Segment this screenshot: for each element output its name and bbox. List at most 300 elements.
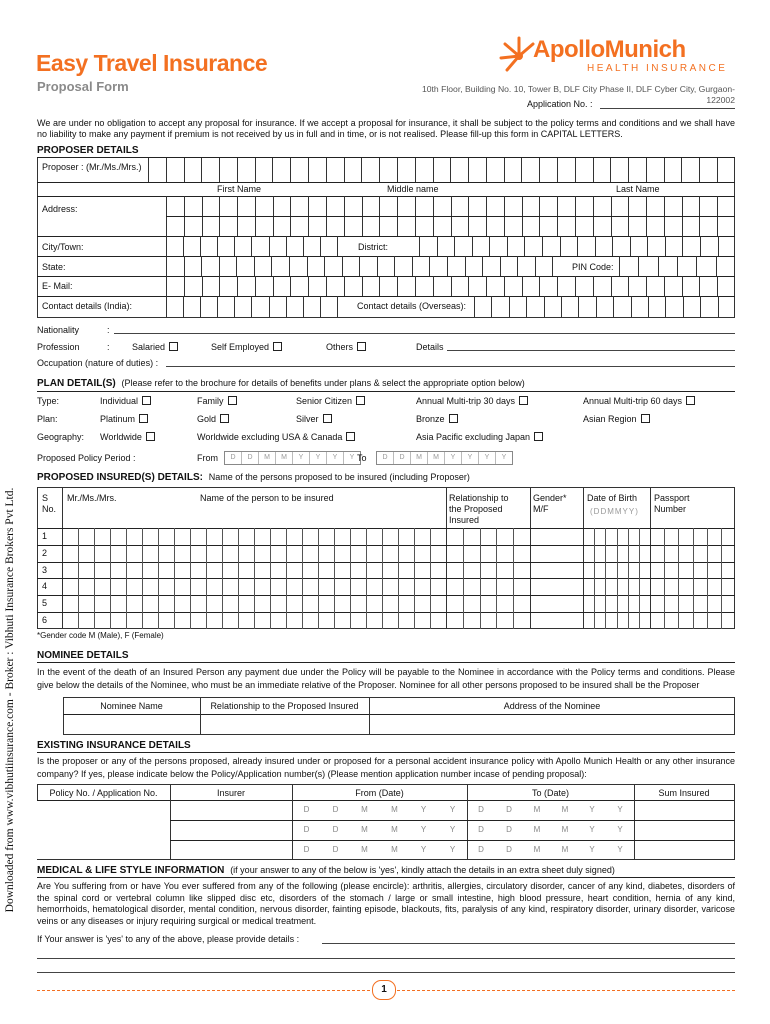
char-box[interactable] [237,276,255,296]
platinum-checkbox[interactable] [139,414,148,423]
worldwide-ex-checkbox[interactable] [346,432,355,441]
existing-date-placeholder[interactable]: Y [420,845,427,854]
state-label: State: [42,262,66,272]
existing-date-placeholder[interactable]: M [361,805,368,814]
salaried-checkbox[interactable] [169,342,178,351]
from-date-digit-box[interactable]: M [259,452,276,464]
char-box[interactable] [397,158,415,182]
char-box[interactable] [665,296,682,318]
char-box[interactable] [184,158,202,182]
char-box[interactable] [700,296,717,318]
individual-checkbox[interactable] [142,396,151,405]
char-box[interactable] [491,296,508,318]
annual60-option[interactable] [583,396,695,407]
char-box[interactable] [166,158,184,182]
existing-policy-field[interactable] [37,800,170,820]
char-box[interactable] [718,296,735,318]
char-box[interactable] [560,236,578,256]
to-date-digit-box[interactable]: D [394,452,411,464]
asian-checkbox[interactable] [641,414,650,423]
char-box[interactable] [219,276,237,296]
proposer-heading: PROPOSER DETAILS [37,145,139,156]
char-box[interactable] [236,256,254,276]
char-box[interactable] [664,276,682,296]
existing-date-placeholder[interactable]: Y [617,845,623,854]
existing-date-placeholder[interactable]: D [506,805,512,814]
char-box[interactable] [217,236,234,256]
char-box[interactable] [486,158,504,182]
char-box[interactable] [717,158,735,182]
to-date-digit-box[interactable]: M [411,452,428,464]
char-box[interactable] [504,276,522,296]
logo-wordmark: ApolloMunich [533,36,686,63]
existing-date-placeholder[interactable]: Y [617,825,623,834]
char-box[interactable] [700,236,718,256]
proposer-title-label: Proposer : (Mr./Ms./Mrs.) [42,162,142,172]
char-box[interactable] [718,236,736,256]
char-box[interactable] [696,256,715,276]
char-box[interactable] [286,236,303,256]
from-date-digit-box[interactable]: Y [327,452,344,464]
silver-checkbox[interactable] [323,414,332,423]
existing-date-placeholder[interactable]: D [506,825,512,834]
existing-date-placeholder[interactable]: D [332,805,339,814]
application-no-field[interactable] [600,108,735,109]
char-box[interactable] [269,296,286,318]
asia-pacific-checkbox[interactable] [534,432,543,441]
col-name: Name of the person to be insured [200,493,334,503]
to-label: To [357,453,367,463]
char-box[interactable] [509,296,526,318]
char-box[interactable] [166,276,184,296]
existing-date-placeholder[interactable]: D [303,845,310,854]
others-label: Others [326,342,354,352]
to-date-digit-box[interactable]: Y [479,452,496,464]
char-box[interactable] [557,158,575,182]
char-box[interactable] [429,256,447,276]
worldwide-label: Worldwide [100,432,142,442]
col-dob-format: (DDMMYY) [590,507,639,516]
char-box[interactable] [682,236,700,256]
char-box[interactable] [379,158,397,182]
char-box[interactable] [677,256,696,276]
char-box[interactable] [664,158,682,182]
char-box[interactable] [271,256,289,276]
existing-date-placeholder[interactable]: M [533,825,541,834]
gold-checkbox[interactable] [220,414,229,423]
char-box[interactable] [610,158,628,182]
from-date-digit-box[interactable]: Y [349,454,355,461]
plan-heading-note: (Please refer to the brochure for details of benefits under plans & select the appropriate option below) [121,378,525,388]
company-address: 10th Floor, Building No. 10, Tower B, DLF City Phase II, DLF Cyber City, Gurgaon-122002 [421,84,735,105]
char-box[interactable] [272,158,290,182]
existing-date-placeholder[interactable]: M [391,825,398,834]
char-box[interactable] [337,296,354,318]
family-checkbox[interactable] [228,396,237,405]
existing-policy-field[interactable] [37,840,170,860]
sidebar-text: Downloaded from www.vibhutiinsurance.com - Broker : Vibhuti Insurance Brokers Pvt Ltd. [4,487,16,913]
annual30-option[interactable] [416,396,528,407]
char-box[interactable] [361,158,379,182]
char-box[interactable] [324,256,342,276]
family-option[interactable] [197,396,237,407]
char-box[interactable] [166,256,184,276]
to-date-digit-box[interactable]: D [377,452,394,464]
char-box[interactable] [237,158,255,182]
bronze-option[interactable] [416,414,458,425]
contact-overseas-label: Contact details (Overseas): [357,301,467,311]
char-box[interactable] [638,256,657,276]
char-box[interactable] [717,276,735,296]
nominee-col-addr: Address of the Nominee [503,701,601,711]
char-box[interactable] [578,296,595,318]
char-box[interactable] [166,236,183,256]
existing-date-placeholder[interactable]: Y [589,845,595,854]
existing-date-placeholder[interactable]: D [332,845,339,854]
char-box[interactable] [454,236,472,256]
medical-heading: MEDICAL & LIFE STYLE INFORMATION [37,865,225,876]
char-box[interactable] [648,296,665,318]
char-box[interactable] [593,158,611,182]
existing-date-placeholder[interactable]: D [506,845,512,854]
existing-date-placeholder[interactable]: Y [420,805,427,814]
char-box[interactable] [682,276,700,296]
existing-date-placeholder[interactable]: M [533,845,541,854]
char-box[interactable] [412,256,430,276]
profession-colon: : [107,342,110,352]
existing-col-insurer: Insurer [216,788,245,798]
from-date-digit-box[interactable]: M [276,452,293,464]
char-box[interactable] [200,236,217,256]
col-title: Mr./Ms./Mrs. [67,493,117,503]
medical-details-line-2[interactable] [37,958,735,959]
to-date-boxes[interactable] [376,451,513,465]
individual-option[interactable] [100,396,151,407]
state-boxes[interactable] [166,256,570,276]
nominee-name-field[interactable] [64,715,199,734]
existing-date-placeholder[interactable]: M [561,845,569,854]
nominee-text: In the event of the death of an Insured Person any payment due under the Policy will be payable to the Nominee in accordance with the Policy terms and conditions. Please give below the details of the Nominee, who must be an immediate relative of the Proposer. Nominee for all other persons proposed to be insured shall be the Proposer [37,667,735,690]
existing-policy-field[interactable] [37,820,170,840]
proposer-name-boxes[interactable] [148,158,735,182]
char-box[interactable] [201,158,219,182]
char-box[interactable] [575,158,593,182]
senior-checkbox[interactable] [356,396,365,405]
char-box[interactable] [326,158,344,182]
existing-date-placeholder[interactable]: D [478,845,484,854]
existing-date-placeholder[interactable]: M [561,805,569,814]
char-box[interactable] [344,276,362,296]
char-box[interactable] [377,256,395,276]
char-box[interactable] [362,276,380,296]
char-box[interactable] [308,276,326,296]
existing-date-placeholder[interactable]: Y [589,805,595,814]
char-box[interactable] [716,256,735,276]
char-box[interactable] [359,256,377,276]
char-box[interactable] [308,158,326,182]
gold-option[interactable] [197,414,229,425]
char-box[interactable] [507,236,525,256]
senior-label: Senior Citizen [296,396,353,406]
char-box[interactable] [433,158,451,182]
char-box[interactable] [526,296,543,318]
from-date-digit-box[interactable]: D [242,452,259,464]
char-box[interactable] [342,256,360,276]
existing-date-placeholder[interactable]: D [303,825,310,834]
char-box[interactable] [219,256,237,276]
bronze-label: Bronze [416,414,445,424]
char-box[interactable] [658,256,677,276]
salaried-option[interactable] [132,342,178,353]
char-box[interactable] [219,158,237,182]
details-field[interactable] [447,350,735,351]
asian-option[interactable] [583,414,650,425]
char-box[interactable] [665,236,683,256]
char-box[interactable] [234,236,251,256]
char-box[interactable] [326,276,344,296]
annual30-checkbox[interactable] [519,396,528,405]
char-box[interactable] [255,158,273,182]
char-box[interactable] [394,256,412,276]
char-box[interactable] [251,236,268,256]
char-box[interactable] [489,236,507,256]
char-box[interactable] [575,276,593,296]
char-box[interactable] [542,236,560,256]
char-box[interactable] [628,276,646,296]
char-box[interactable] [593,276,611,296]
existing-date-placeholder[interactable]: M [533,805,541,814]
char-box[interactable] [200,296,217,318]
medical-details-line-1[interactable] [322,943,735,944]
contact-india-label: Contact details (India): [42,301,133,311]
char-box[interactable] [613,296,630,318]
existing-date-placeholder[interactable]: Y [449,845,456,854]
char-box[interactable] [535,256,553,276]
char-box[interactable] [486,276,504,296]
silver-option[interactable] [296,414,332,425]
city-boxes[interactable] [166,236,354,256]
col-dob: Date of Birth [587,493,638,503]
sidebar-download-notice [4,420,16,980]
char-box[interactable] [201,256,219,276]
contact-overseas-boxes[interactable] [474,296,735,318]
annual30-label: Annual Multi-trip 30 days [416,396,516,406]
to-date-digit-box[interactable]: Y [462,452,479,464]
char-box[interactable] [419,236,437,256]
existing-date-placeholder[interactable]: Y [449,825,456,834]
form-subtitle: Proposal Form [37,79,129,94]
medical-text: Are You suffering from or have You ever suffered from any of the following (please encircle): arthritis, allergies, circulatory disorder, cancer of any kind, diabetes, disorders of the spinal cord or vertebral column like slipped disc etc, disorders of the stomach / large or small intestine, high blood pressure, heart condition, hernia of any kind, hemorrhoids, hematological disorder, mental condition, nervous disorder, fainting episode, blackouts, fits, paralysis of any kind, respiratory disorder, urinary disorder, varicose veins or any diseases or injury requiring surgical or medical treatment. [37,881,735,926]
char-box[interactable] [320,296,337,318]
char-box[interactable] [557,276,575,296]
char-box[interactable] [539,276,557,296]
contact-india-boxes[interactable] [166,296,354,318]
nominee-addr-field[interactable] [370,715,734,734]
worldwide-checkbox[interactable] [146,432,155,441]
char-box[interactable] [619,256,638,276]
char-box[interactable] [465,256,483,276]
char-box[interactable] [482,256,500,276]
char-box[interactable] [474,296,491,318]
char-box[interactable] [337,236,354,256]
email-boxes[interactable] [166,276,735,296]
char-box[interactable] [611,276,629,296]
existing-date-placeholder[interactable]: M [561,825,569,834]
self-employed-checkbox[interactable] [273,342,282,351]
nominee-rel-field[interactable] [201,715,368,734]
char-box[interactable] [290,276,308,296]
medical-answer-label: If Your answer is 'yes' to any of the above, please provide details : [37,934,300,944]
insured-heading-note: Name of the persons proposed to be insured (including Proposer) [208,472,470,482]
existing-col-policy: Policy No. / Application No. [49,788,158,798]
existing-date-placeholder[interactable]: D [478,825,484,834]
existing-date-placeholder[interactable]: D [332,825,339,834]
char-box[interactable] [379,276,397,296]
char-box[interactable] [472,236,490,256]
existing-date-placeholder[interactable]: M [361,845,368,854]
char-box[interactable] [273,276,291,296]
char-box[interactable] [254,256,272,276]
char-box[interactable] [524,236,542,256]
insured-row-number: 4 [42,581,48,591]
char-box[interactable] [202,276,220,296]
existing-date-placeholder[interactable]: M [361,825,368,834]
existing-date-placeholder[interactable]: Y [449,805,456,814]
char-box[interactable] [699,276,717,296]
gold-label: Gold [197,414,217,424]
char-box[interactable] [286,296,303,318]
annual60-checkbox[interactable] [686,396,695,405]
char-box[interactable] [251,296,268,318]
to-date-digit-box[interactable]: Y [445,452,462,464]
from-date-digit-box[interactable]: D [225,452,242,464]
char-box[interactable] [303,236,320,256]
silver-label: Silver [296,414,319,424]
char-box[interactable] [433,276,451,296]
existing-date-placeholder[interactable]: Y [420,825,427,834]
char-box[interactable] [468,276,486,296]
platinum-label: Platinum [100,414,136,424]
district-label: District: [358,242,388,252]
medical-details-line-3[interactable] [37,972,735,973]
district-boxes[interactable] [419,236,735,256]
pin-boxes[interactable] [619,256,735,276]
char-box[interactable] [647,236,665,256]
worldwide-option[interactable] [100,432,155,443]
char-box[interactable] [397,276,415,296]
existing-date-placeholder[interactable]: M [391,805,398,814]
char-box[interactable] [289,256,307,276]
nationality-field[interactable] [114,333,735,334]
char-box[interactable] [184,276,202,296]
char-box[interactable] [415,276,433,296]
char-box[interactable] [612,236,630,256]
char-box[interactable] [628,158,646,182]
senior-option[interactable] [296,396,365,407]
existing-date-placeholder[interactable]: Y [589,825,595,834]
address-label: Address: [42,204,78,214]
char-box[interactable] [544,296,561,318]
insured-row-number: 3 [42,565,48,575]
char-box[interactable] [504,158,522,182]
char-box[interactable] [561,296,578,318]
self-employed-option[interactable] [211,342,282,353]
insured-row-number: 1 [42,531,48,541]
char-box[interactable] [631,296,648,318]
char-box[interactable] [320,236,337,256]
char-box[interactable] [184,256,202,276]
char-box[interactable] [255,276,273,296]
char-box[interactable] [183,296,200,318]
existing-date-placeholder[interactable]: D [303,805,310,814]
occupation-label: Occupation (nature of duties) : [37,358,159,368]
char-box[interactable] [303,296,320,318]
existing-date-placeholder[interactable]: D [478,805,484,814]
char-box[interactable] [183,236,200,256]
char-box[interactable] [166,296,183,318]
char-box[interactable] [234,296,251,318]
medical-heading-note: (if your answer to any of the below is 'yes', kindly attach the details in an extra sheet duly signed) [230,865,615,875]
existing-date-placeholder[interactable]: M [391,845,398,854]
char-box[interactable] [468,158,486,182]
to-date-digit-box[interactable]: Y [501,454,507,461]
plan-heading-row [37,378,525,390]
others-checkbox[interactable] [357,342,366,351]
char-box[interactable] [148,158,166,182]
char-box[interactable] [437,236,455,256]
char-box[interactable] [517,256,535,276]
from-date-digit-box[interactable]: Y [310,452,327,464]
form-title: Easy Travel Insurance [36,50,268,76]
char-box[interactable] [646,158,664,182]
char-box[interactable] [447,256,465,276]
char-box[interactable] [307,256,325,276]
char-box[interactable] [415,158,433,182]
char-box[interactable] [344,158,362,182]
to-date-digit-box[interactable]: M [428,452,445,464]
char-box[interactable] [290,158,308,182]
occupation-field[interactable] [166,366,735,367]
char-box[interactable] [522,276,540,296]
char-box[interactable] [450,158,468,182]
char-box[interactable] [217,296,234,318]
char-box[interactable] [646,276,664,296]
char-box[interactable] [596,296,613,318]
char-box[interactable] [269,236,286,256]
char-box[interactable] [552,256,570,276]
platinum-option[interactable] [100,414,148,425]
insured-heading-row [37,472,470,484]
from-date-boxes[interactable] [224,451,361,465]
char-box[interactable] [451,276,469,296]
worldwide-ex-option[interactable] [197,432,355,443]
char-box[interactable] [595,236,613,256]
others-option[interactable] [326,342,366,353]
char-box[interactable] [681,158,699,182]
char-box[interactable] [500,256,518,276]
char-box[interactable] [699,158,717,182]
existing-date-placeholder[interactable]: Y [617,805,623,814]
asia-pacific-option[interactable] [416,432,543,443]
char-box[interactable] [521,158,539,182]
char-box[interactable] [683,296,700,318]
char-box[interactable] [630,236,648,256]
char-box[interactable] [539,158,557,182]
from-date-digit-box[interactable]: Y [293,452,310,464]
bronze-checkbox[interactable] [449,414,458,423]
char-box[interactable] [577,236,595,256]
intro-text: We are under no obligation to accept any proposal for insurance. If we accept a proposal for insurance, it shall be subject to the policy terms and conditions and we shall have no liability to make any payment if premium is not received by us in full and in time, or is not realised. Please fill-up this form in CAPITAL LETTERS. [37,118,735,139]
